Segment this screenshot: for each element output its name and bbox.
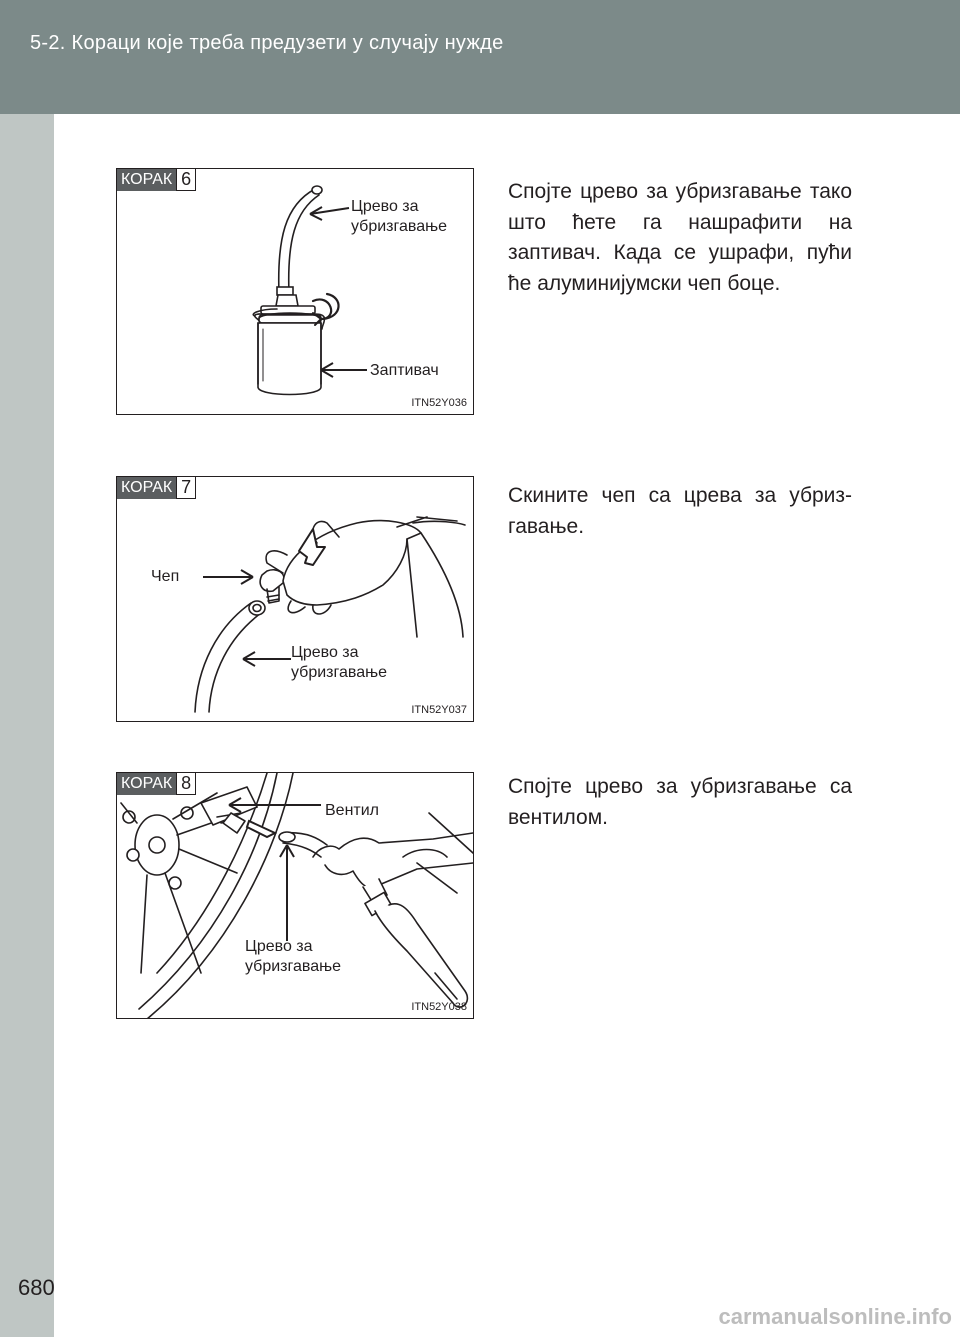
hose-cap-removal-drawing bbox=[117, 477, 474, 722]
page-header bbox=[0, 0, 960, 114]
step-8-label: КОРАК bbox=[117, 773, 176, 795]
cap-callout: Чеп bbox=[151, 568, 180, 585]
injection-hose-callout bbox=[351, 197, 447, 237]
step-7-figure-code: ITN52Y037 bbox=[411, 704, 467, 716]
step-7-number: 7 bbox=[176, 477, 196, 499]
step-7-label: КОРАК bbox=[117, 477, 176, 499]
sealant-callout: Заптивач bbox=[370, 362, 439, 379]
step-6-figure-code: ITN52Y036 bbox=[411, 397, 467, 409]
step-8-badge bbox=[117, 773, 196, 795]
step-7-badge bbox=[117, 477, 196, 499]
watermark: carmanualsonline.info bbox=[718, 1304, 952, 1329]
step-7-instruction: Скините чеп са црева за убриз-гавање. bbox=[508, 484, 852, 538]
step-6-number: 6 bbox=[176, 169, 196, 191]
step-8-number: 8 bbox=[176, 773, 196, 795]
step-8-figure-code: ITN52Y038 bbox=[411, 1001, 467, 1013]
step-8-instruction: Спојте црево за убризгавање са вентилом. bbox=[508, 775, 852, 829]
step-6-illustration bbox=[116, 168, 474, 415]
injection-hose-callout bbox=[245, 937, 341, 977]
page-number: 680 bbox=[18, 1275, 55, 1300]
injection-hose-callout-text: Црево за убризгавање bbox=[291, 644, 388, 681]
step-6-badge bbox=[117, 169, 196, 191]
step-6-instruction: Спојте црево за убризгавање тако што ћете га нашрафити на заптивач. Када се ушрафи, пући ће алуминијумски чеп боце. bbox=[508, 180, 852, 295]
injection-hose-callout-text: Црево за убризгавање bbox=[245, 938, 342, 975]
section-title: 5-2. Кораци које треба предузети у случају нужде bbox=[30, 32, 504, 54]
step-6-label: КОРАК bbox=[117, 169, 176, 191]
injection-hose-callout-text: Црево за убризгавање bbox=[351, 198, 448, 235]
side-tab bbox=[0, 114, 54, 1337]
step-8-illustration bbox=[116, 772, 474, 1019]
injection-hose-callout bbox=[291, 643, 387, 683]
valve-callout: Вентил bbox=[325, 802, 380, 819]
step-7-illustration bbox=[116, 476, 474, 722]
valve-connection-drawing bbox=[117, 773, 474, 1019]
